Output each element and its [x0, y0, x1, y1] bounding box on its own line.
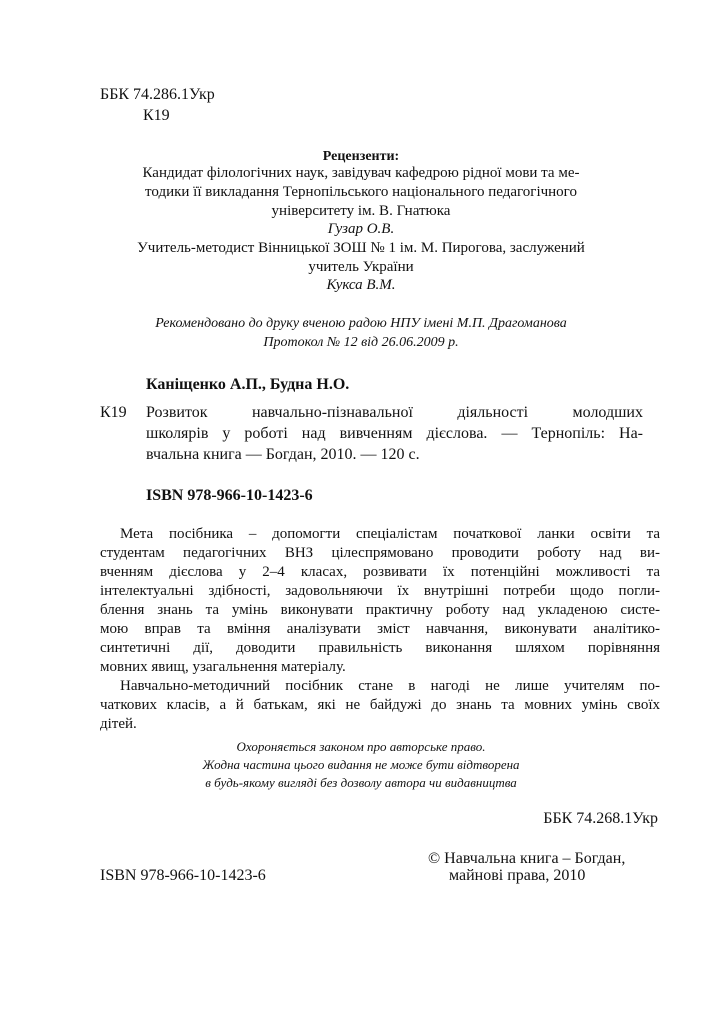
book-title-line: вчальна книга — Богдан, 2010. — 120 с.: [146, 446, 420, 463]
book-title-line: школярів у роботі над вивченням дієслова. — Тернопіль: На-: [146, 425, 643, 442]
annotation-line: інтелектуальні здібності, задовольняючи їх внутрішні потреби щодо погли-: [100, 583, 660, 599]
reviewer1-line: університету ім. В. Гнатюка: [271, 203, 451, 219]
book-title-line: Розвиток навчально-пізнавальної діяльності молодших: [146, 404, 643, 421]
isbn-bold: ISBN 978-966-10-1423-6: [146, 487, 313, 504]
annotation-line: мовних явищ, узагальнення матеріалу.: [100, 659, 346, 675]
reviewer2-name: Кукса В.М.: [326, 277, 396, 293]
annotation-line: мою вправ та вміння аналізувати зміст навчання, виконувати аналітико-: [100, 621, 660, 637]
recommendation-line: Рекомендовано до друку вченою радою НПУ імені М.П. Драгоманова: [155, 316, 567, 331]
footer-copyright: © Навчальна книга – Богдан,: [428, 850, 626, 867]
footer-bbk-code: ББК 74.268.1Укр: [543, 810, 658, 827]
annotation-line: синтетичні дії, доводити правильність виконання шляхом порівняння: [100, 640, 660, 656]
reviewer1-line: Кандидат філологічних наук, завідувач кафедрою рідної мови та ме-: [142, 165, 580, 181]
footer-rights: майнові права, 2010: [449, 867, 586, 884]
annotation-line: блення знань та умінь виконувати практичну роботу над укладеною систе-: [100, 602, 660, 618]
bbk-code: ББК 74.286.1Укр: [100, 86, 215, 103]
footer-isbn: ISBN 978-966-10-1423-6: [100, 867, 266, 884]
annotation-line: вченням дієслова у 2–4 класах, розвивати їх потенційні можливості та: [100, 564, 660, 580]
author-sign: К19: [143, 107, 170, 124]
copyright-notice-line: Жодна частина цього видання не може бути відтворена: [202, 757, 520, 772]
reviewer1-name: Гузар О.В.: [327, 221, 395, 237]
reviewer2-line: учитель України: [308, 259, 414, 275]
recommendation-protocol: Протокол № 12 від 26.06.2009 р.: [263, 335, 459, 350]
reviewer2-line: Учитель-методист Вінницької ЗОШ № 1 ім. М. Пирогова, заслужений: [137, 240, 585, 256]
catalog-sign: К19: [100, 404, 127, 421]
reviewer1-line: тодики її викладання Тернопільського національного педагогічного: [145, 184, 577, 200]
annotation-line: Навчально-методичний посібник стане в нагоді не лише учителям по-: [120, 678, 660, 694]
copyright-notice-line: Охороняється законом про авторське право.: [236, 739, 486, 754]
annotation-line: чаткових класів, а й батькам, які не байдужі до знань та мовних умінь своїх: [100, 697, 660, 713]
annotation-line: студентам педагогічних ВНЗ цілеспрямовано проводити роботу над ви-: [100, 545, 660, 561]
authors: Каніщенко А.П., Будна Н.О.: [146, 376, 350, 393]
annotation-line: дітей.: [100, 716, 137, 732]
annotation-line: Мета посібника – допомогти спеціалістам початкової ланки освіти та: [120, 526, 660, 542]
reviewers-title: Рецензенти:: [322, 149, 400, 164]
copyright-notice-line: в будь-якому вигляді без дозволу автора чи видавництва: [205, 775, 517, 790]
